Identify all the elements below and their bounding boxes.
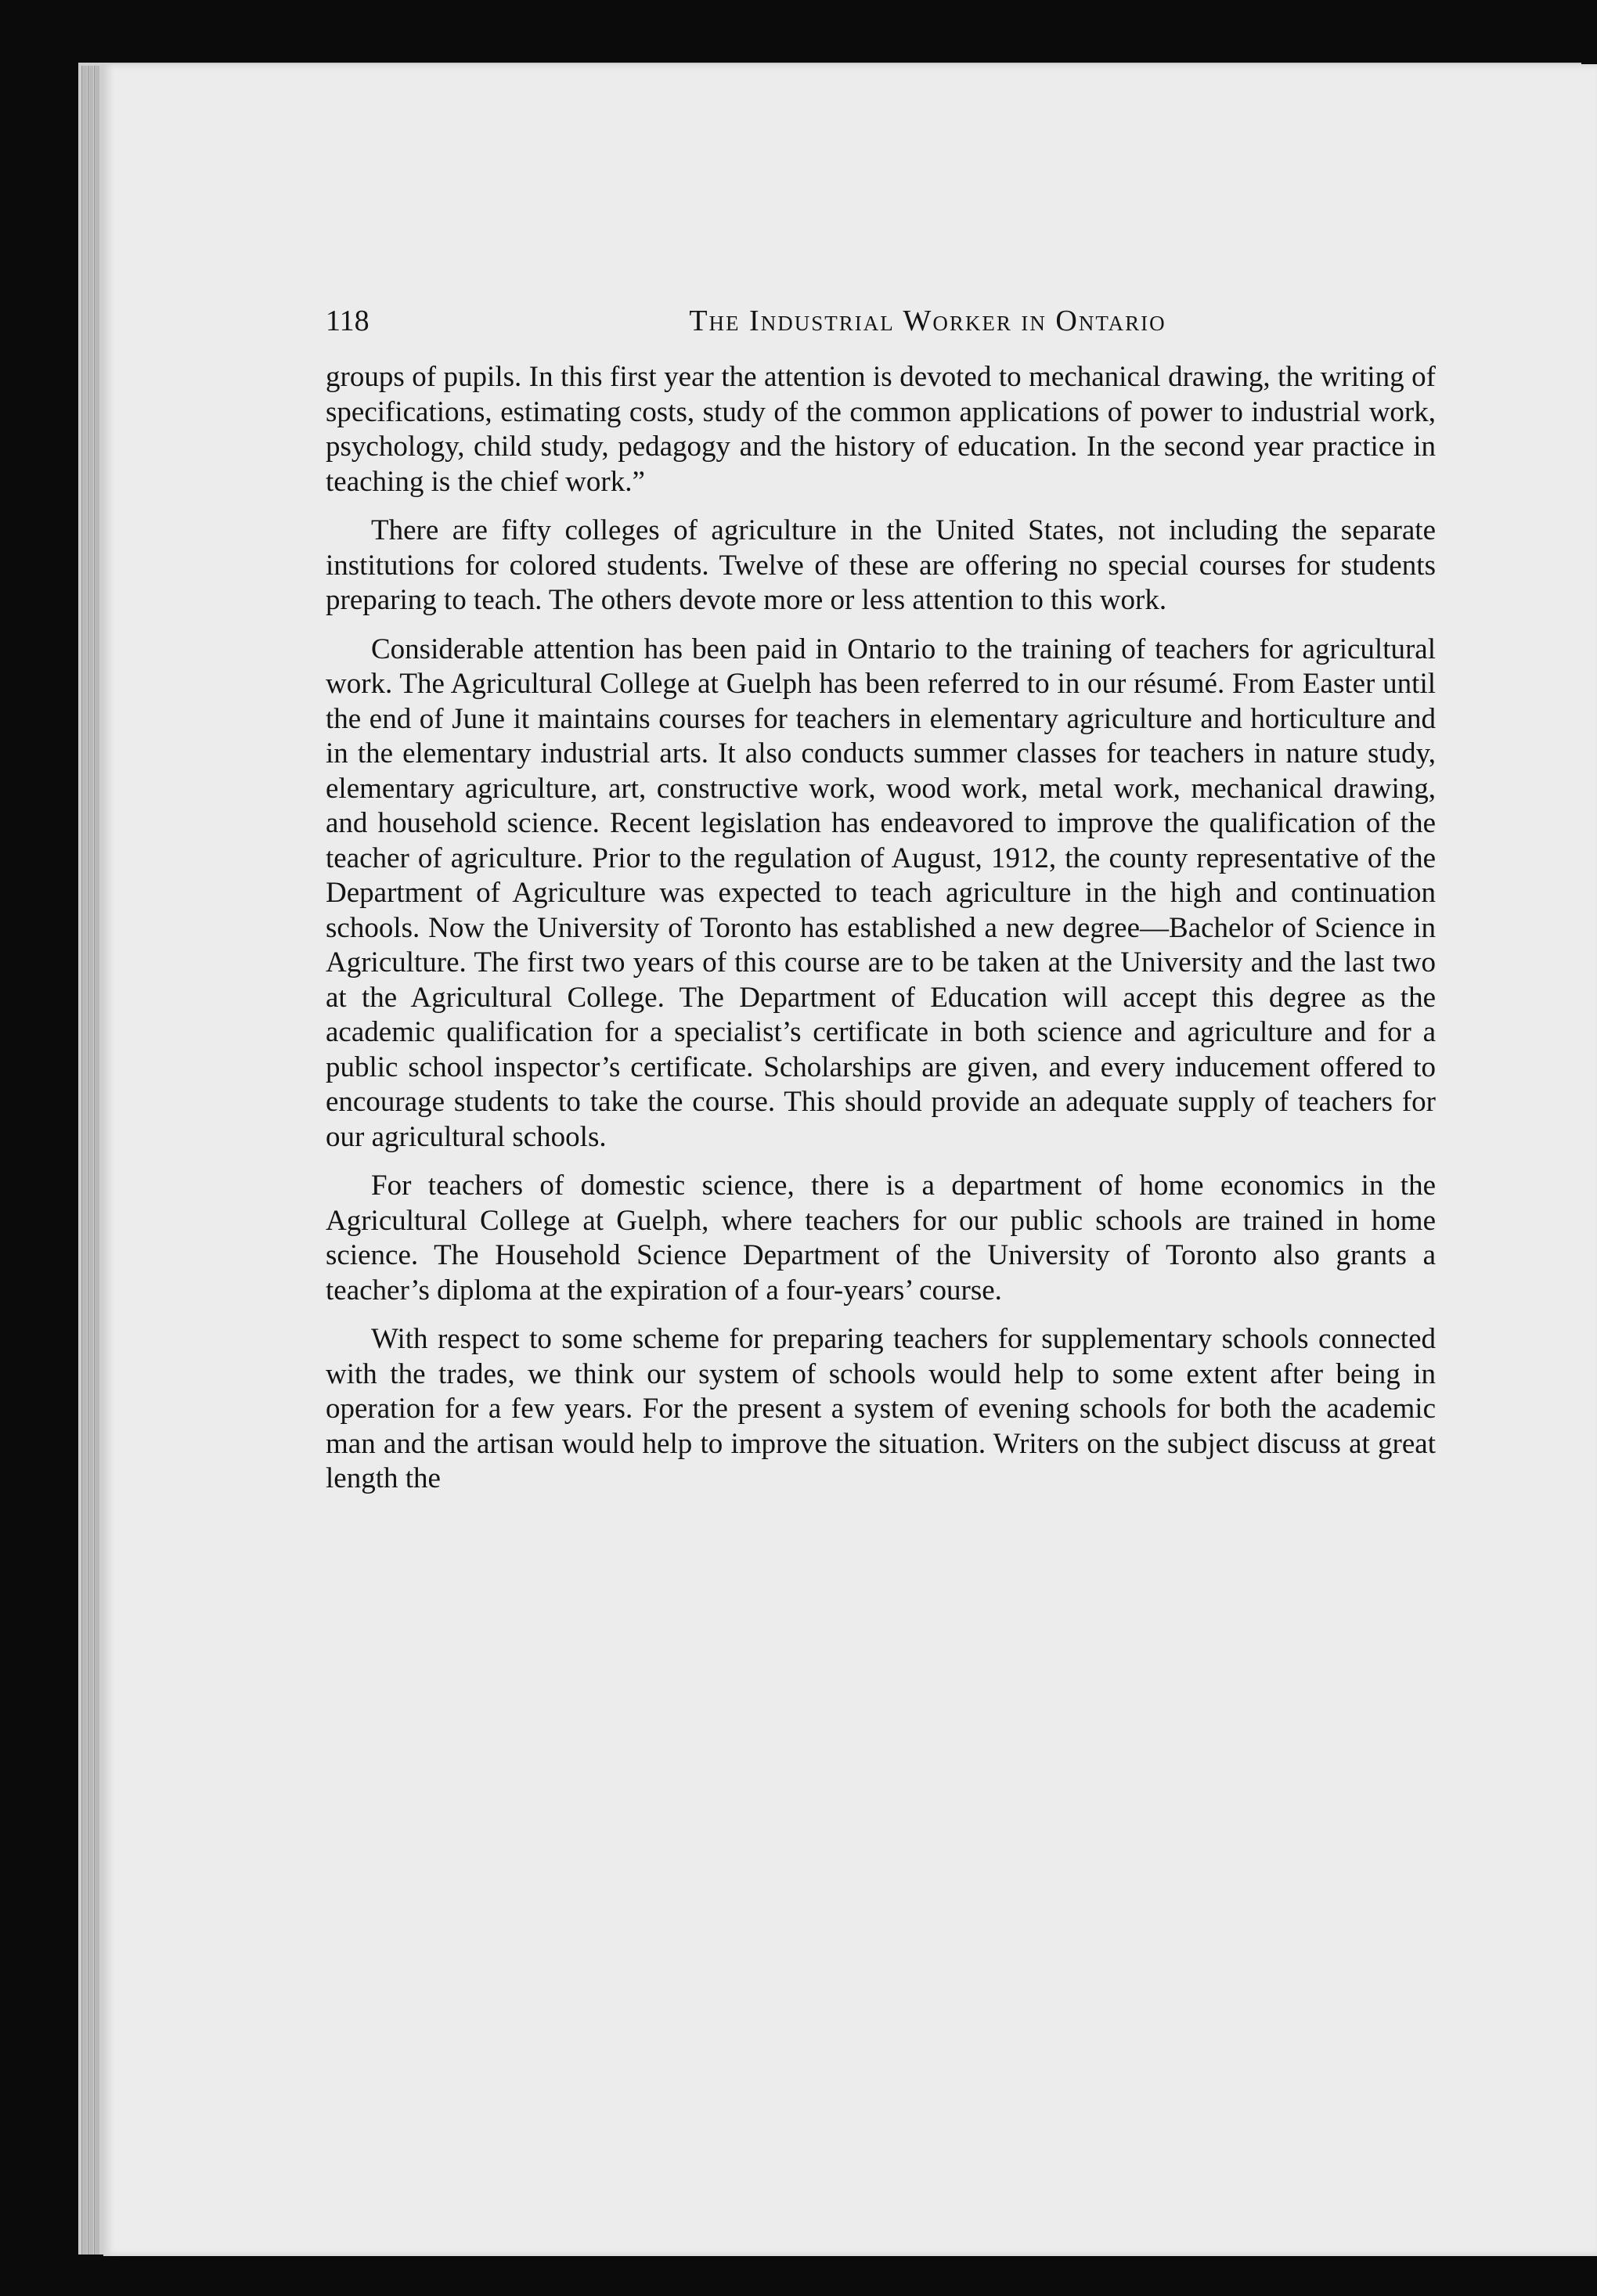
- paragraph: groups of pupils. In this first year the attention is devoted to mechanical drawing, the writing of specifications, estimating costs, study of the common applications of power to industrial work, psychology, child study, pedagogy and the history of education. In the second year practice in teaching is the chief work.”: [326, 361, 1436, 498]
- page-header: [326, 304, 1436, 341]
- paragraph: There are fifty colleges of agriculture in the United States, not including the separate institutions for colored students. Twelve of these are offering no special courses for students preparing to teach. The others devote more or less attention to this work.: [326, 514, 1436, 616]
- paragraph: With respect to some scheme for preparing teachers for supplementary schools connected with the trades, we think our system of schools would help to some extent after being in operation for a few years. For the present a system of evening schools for both the academic man and the artisan would help to improve the situation. Writers on the subject discuss at great length the: [326, 1323, 1436, 1494]
- page-content: [326, 304, 1436, 1497]
- page-number: 118: [326, 305, 370, 337]
- paragraph: Considerable attention has been paid in Ontario to the training of teachers for agricultural work. The Agricultural College at Guelph has been referred to in our résumé. From Easter until the end of June it maintains courses for teachers in elementary agriculture and horticulture and in the elementary industrial arts. It also conducts summer classes for teachers in nature study, elementary agriculture, art, constructive work, wood work, metal work, mechanical drawing, and household science. Recent legislation has endeavored to improve the qualification of the teacher of agriculture. Prior to the regulation of August, 1912, the county representative of the Department of Agriculture was expected to teach agriculture in the high and continuation schools. Now the University of Toronto has established a new degree—Bachelor of Science in Agriculture. The first two years of this course are to be taken at the University and the last two at the Agricultural College. The Department of Education will accept this degree as the academic qualification for a specialist’s certificate in both science and agriculture and for a public school inspector’s certificate. Scholarships are given, and every inducement offered to encourage students to take the course. This should provide an adequate supply of teachers for our agricultural schools.: [326, 633, 1436, 1153]
- paragraph: For teachers of domestic science, there is a department of home economics in the Agricultural College at Guelph, where teachers for our public schools are trained in home science. The Household Science Department of the University of Toronto also grants a teacher’s diploma at the expiration of a four-years’ course.: [326, 1170, 1436, 1307]
- page-edge: [81, 66, 87, 2255]
- page-edge: [94, 66, 99, 2255]
- page-edge: [88, 66, 93, 2255]
- running-head: The Industrial Worker in Ontario: [689, 305, 1166, 337]
